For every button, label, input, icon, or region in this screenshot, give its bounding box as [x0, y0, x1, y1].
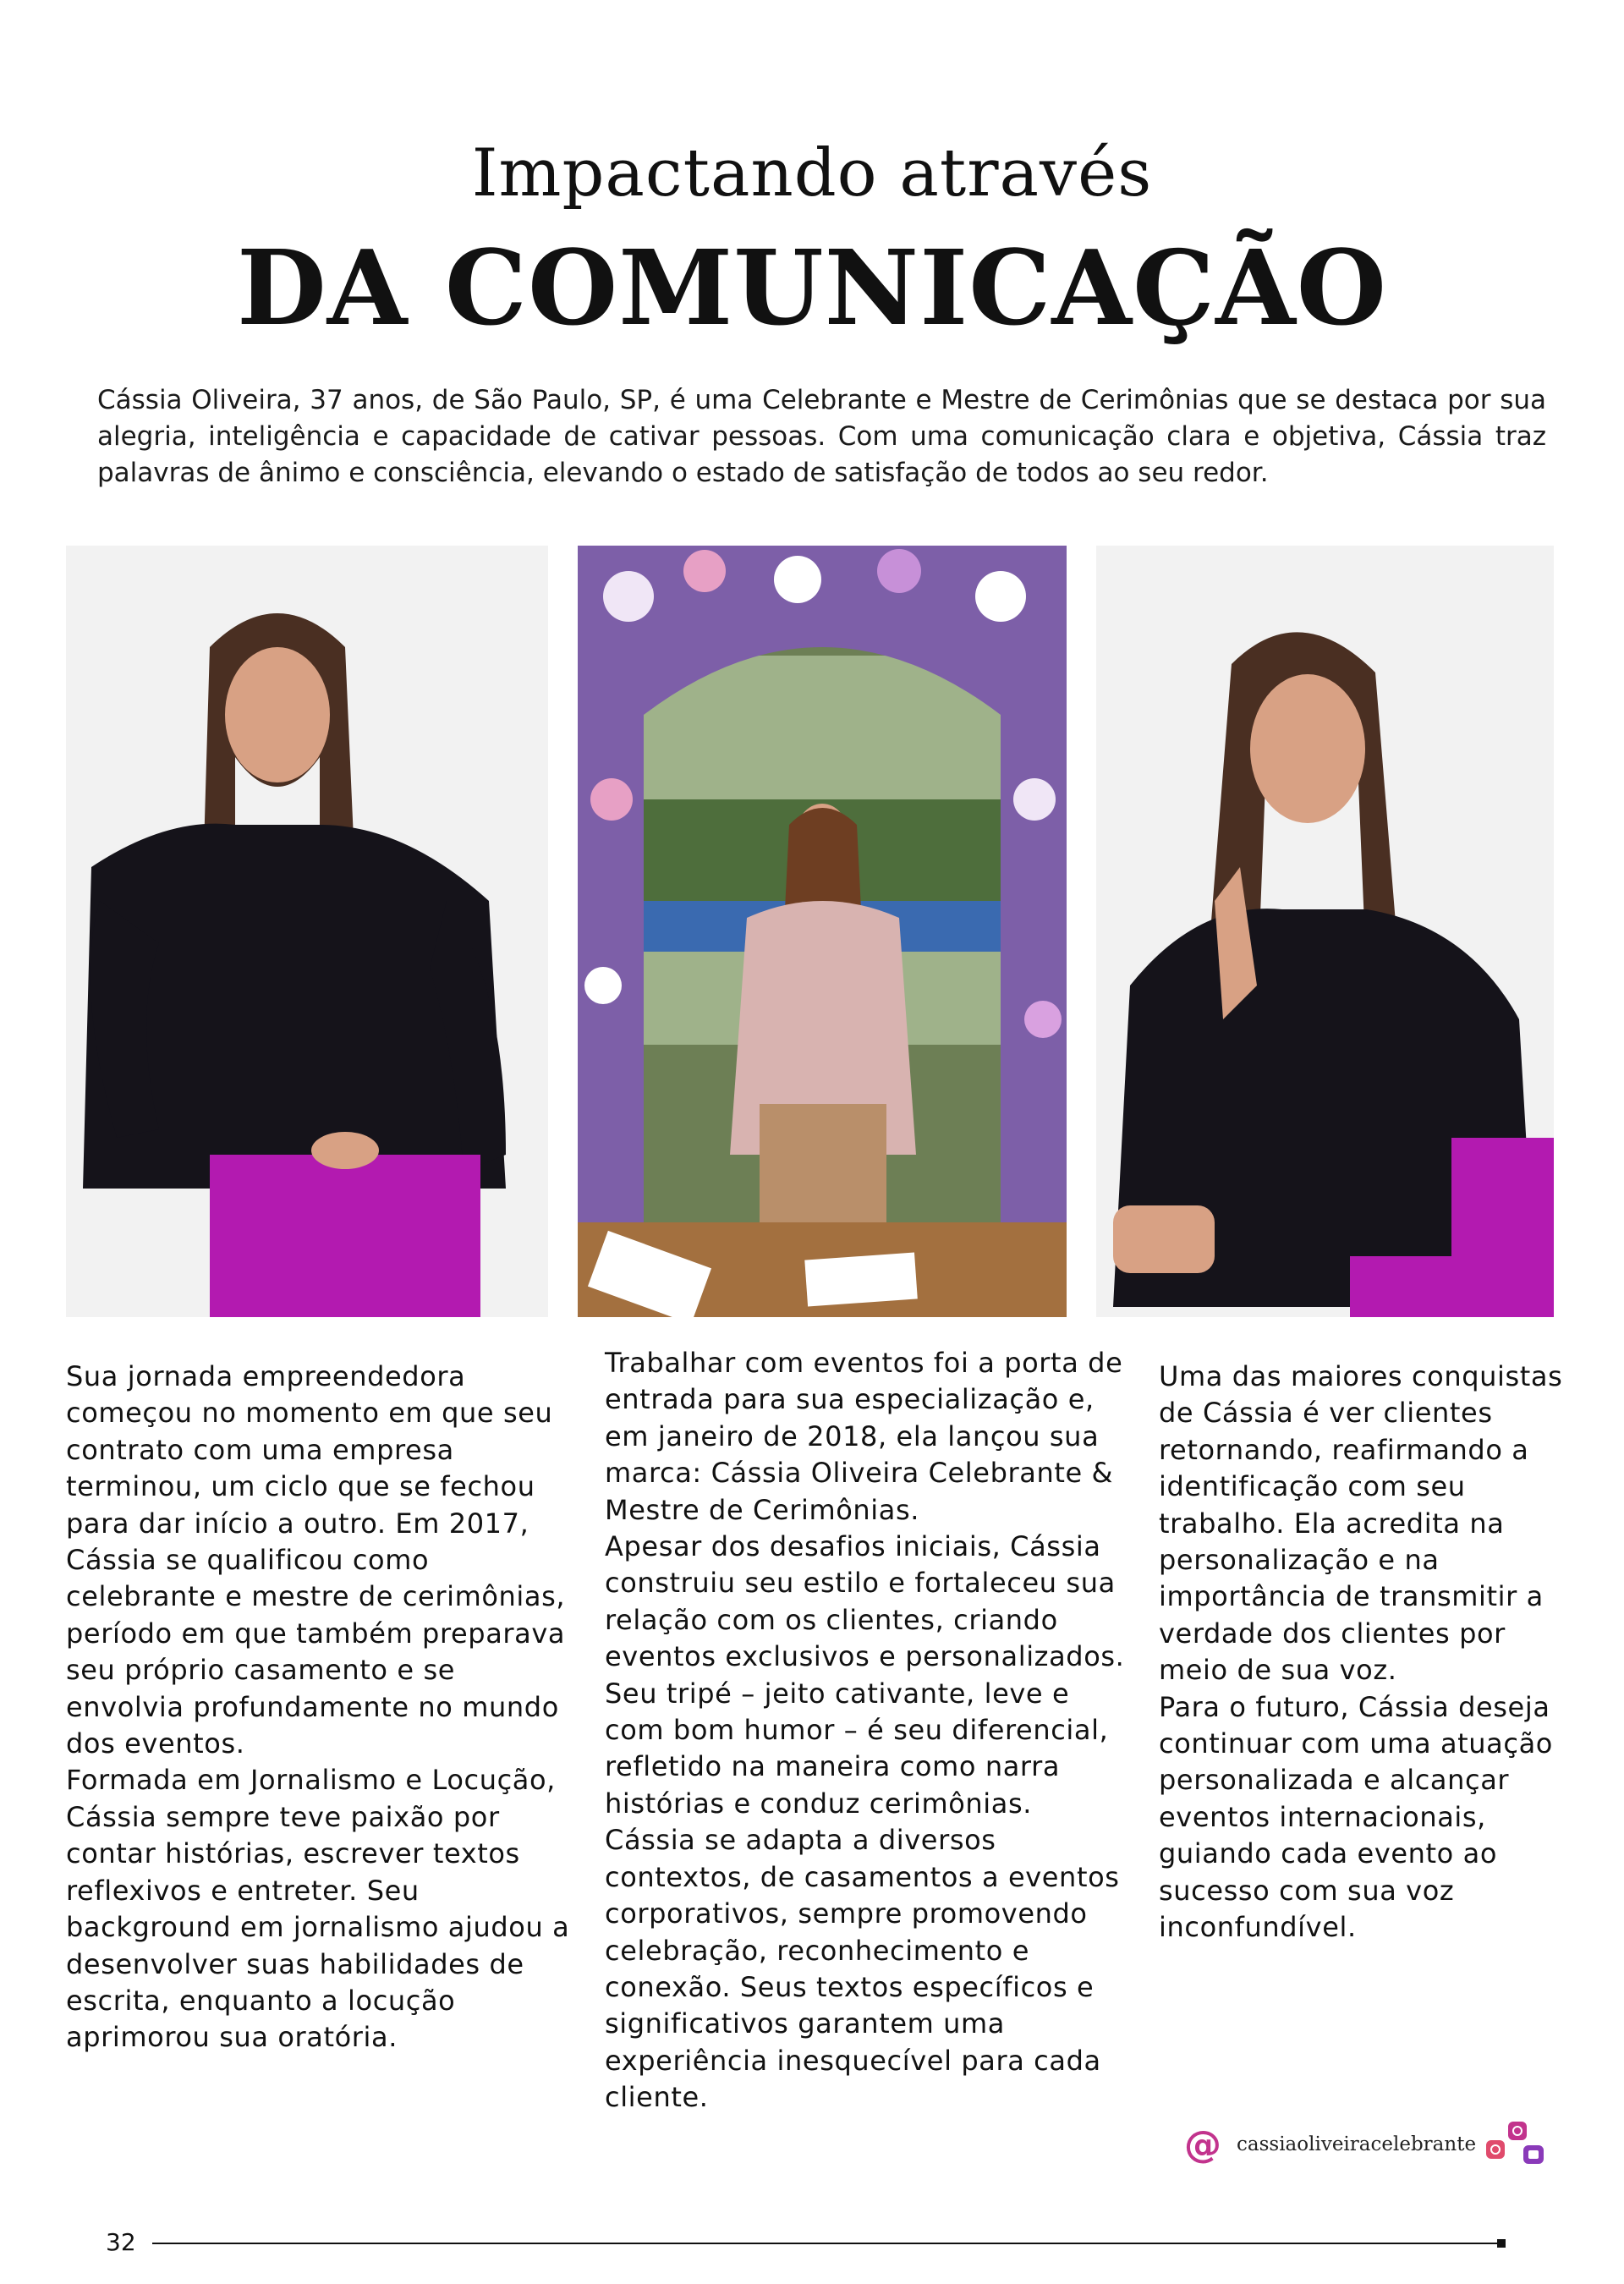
portrait-photo-right: [1096, 546, 1554, 1317]
article-column-1: [66, 1359, 573, 2056]
title-line-2: DA COMUNICAÇÃO: [236, 227, 1388, 349]
column-3-paragraph-2: Para o futuro, Cássia deseja continuar com uma atuação personalizada e alcançar eventos internacionais, guiando cada evento ao sucesso com sua voz inconfundível.: [1159, 1690, 1553, 1944]
column-1-paragraph-1: Sua jornada empreendedora começou no momento em que seu contrato com uma empresa terminou, um ciclo que se fechou para dar início a outro. Em 2017, Cássia se qualificou como celebrante e mestre de cerimônias, período em que também preparava seu próprio casamento e se envolvia profundamente no mundo dos eventos.: [66, 1360, 566, 1760]
social-handle[interactable]: [1184, 2123, 1549, 2166]
at-icon: @: [1184, 2122, 1221, 2166]
page-number: 32: [106, 2228, 136, 2256]
column-2-paragraph-2: Apesar dos desafios iniciais, Cássia construiu seu estilo e fortaleceu sua relação com os clientes, criando eventos exclusivos e personalizados. Seu tripé – jeito cativante, leve e com bom humor – é seu diferencial, refletido na maneira como narra histórias e conduz cerimônias. Cássia se adapta a diversos contextos, de casamentos a eventos corporativos, sempre promovendo celebração, reconhecimento e conexão. Seus textos específicos e significativos garantem uma experiência inesquecível para cada cliente.: [605, 1530, 1125, 2114]
footer-divider-end: [1497, 2239, 1506, 2248]
social-media-icon: [1483, 2118, 1549, 2171]
column-1-paragraph-2: Formada em Jornalismo e Locução, Cássia sempre teve paixão por contar histórias, escrever textos reflexivos e entreter. Seu background em jornalismo ajudou a desenvolver suas habilidades de escrita, enquanto a locução aprimorou sua oratória.: [66, 1764, 570, 2054]
title-line-1: Impactando através: [471, 135, 1153, 211]
column-2-paragraph-1: Trabalhar com eventos foi a porta de entrada para sua especialização e, em janeiro de 2018, ela lançou sua marca: Cássia Oliveira Celebrante & Mestre de Cerimônias.: [605, 1347, 1123, 1526]
article-column-2: [605, 1345, 1129, 2117]
column-3-paragraph-1: Uma das maiores conquistas de Cássia é ver clientes retornando, reafirmando a identificação com seu trabalho. Ela acredita na personalização e na importância de transmitir a verdade dos clientes por meio de sua voz.: [1159, 1360, 1563, 1687]
intro-paragraph: Cássia Oliveira, 37 anos, de São Paulo, SP, é uma Celebrante e Mestre de Cerimônias que se destaca por sua alegria, inteligência e capacidade de cativar pessoas. Com uma comunicação clara e objetiva, Cássia traz palavras de ânimo e consciência, elevando o estado de satisfação de todos ao seu redor.: [97, 385, 1546, 488]
footer-divider: [152, 2243, 1501, 2244]
article-column-3: [1159, 1359, 1565, 1946]
flower-arch-photo: [578, 546, 1067, 1317]
social-handle-text[interactable]: cassiaoliveiracelebrante: [1237, 2133, 1477, 2155]
portrait-photo-left: [66, 546, 548, 1317]
